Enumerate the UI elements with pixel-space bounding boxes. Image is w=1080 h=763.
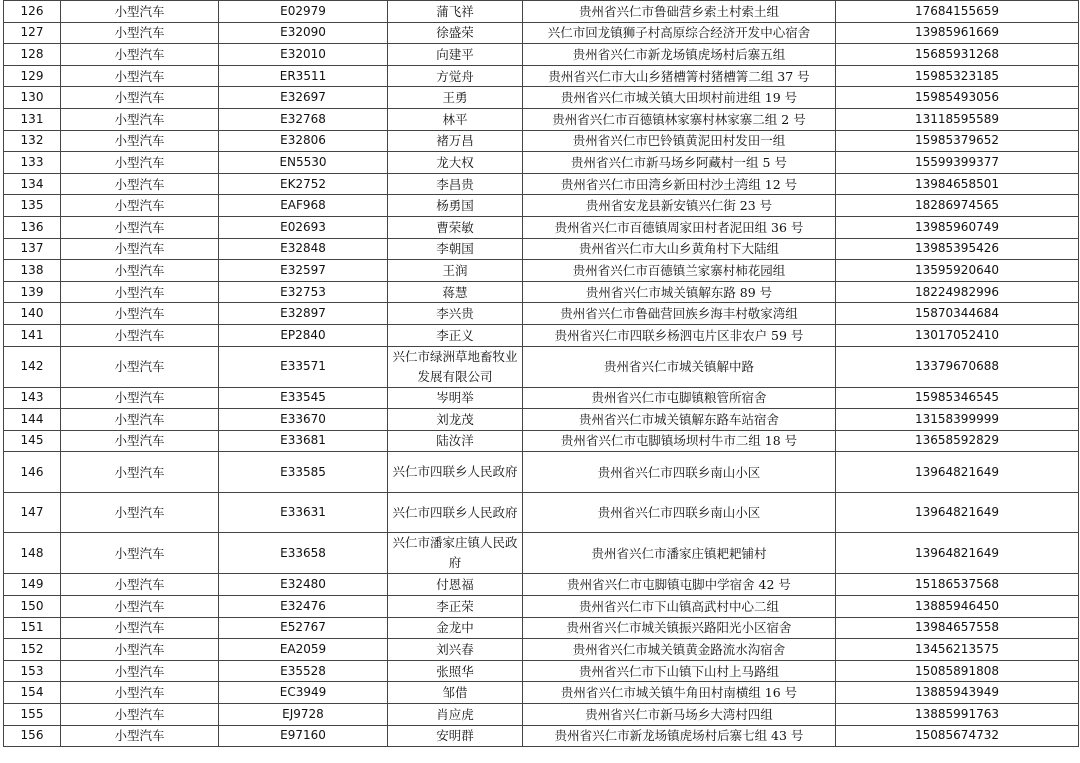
vehicle-type-cell: 小型汽车	[61, 704, 219, 726]
plate-number-cell: E32090	[219, 22, 388, 44]
table-row	[4, 303, 1079, 325]
vehicle-type-cell: 小型汽车	[61, 87, 219, 109]
phone-number-cell: 13964821649	[836, 533, 1079, 574]
phone-number-cell: 17684155659	[836, 1, 1079, 23]
owner-name-cell: 肖应虎	[388, 704, 523, 726]
plate-number-cell: E32768	[219, 108, 388, 130]
address-cell: 贵州省兴仁市四联乡杨泗屯片区非农户 59 号	[523, 324, 836, 346]
vehicle-type-cell: 小型汽车	[61, 452, 219, 493]
vehicle-table	[3, 0, 1079, 747]
owner-name-cell: 李昌贵	[388, 173, 523, 195]
row-number-cell: 135	[4, 195, 61, 217]
table-row	[4, 346, 1079, 387]
vehicle-type-cell: 小型汽车	[61, 639, 219, 661]
row-number-cell: 151	[4, 617, 61, 639]
address-cell: 贵州省兴仁市下山镇高武村中心二组	[523, 596, 836, 618]
owner-name-cell: 林平	[388, 108, 523, 130]
owner-name-cell: 兴仁市绿洲草地畜牧业发展有限公司	[388, 346, 523, 387]
phone-number-cell: 13658592829	[836, 430, 1079, 452]
phone-number-cell: 15599399377	[836, 152, 1079, 174]
address-cell: 贵州省兴仁市屯脚镇场坝村牛市二组 18 号	[523, 430, 836, 452]
vehicle-type-cell: 小型汽车	[61, 303, 219, 325]
owner-name-cell: 褚万昌	[388, 130, 523, 152]
plate-number-cell: E33631	[219, 492, 388, 533]
owner-name-cell: 金龙中	[388, 617, 523, 639]
phone-number-cell: 13964821649	[836, 492, 1079, 533]
phone-number-cell: 15985379652	[836, 130, 1079, 152]
address-cell: 贵州省兴仁市百德镇林家寨村林家寨二组 2 号	[523, 108, 836, 130]
phone-number-cell: 13158399999	[836, 409, 1079, 431]
row-number-cell: 156	[4, 725, 61, 747]
phone-number-cell: 13984657558	[836, 617, 1079, 639]
owner-name-cell: 蒋慧	[388, 281, 523, 303]
row-number-cell: 127	[4, 22, 61, 44]
owner-name-cell: 刘兴春	[388, 639, 523, 661]
owner-name-cell: 李正义	[388, 324, 523, 346]
vehicle-type-cell: 小型汽车	[61, 409, 219, 431]
plate-number-cell: EJ9728	[219, 704, 388, 726]
plate-number-cell: E33545	[219, 387, 388, 409]
table-row	[4, 574, 1079, 596]
vehicle-type-cell: 小型汽车	[61, 22, 219, 44]
phone-number-cell: 15985493056	[836, 87, 1079, 109]
address-cell: 贵州省兴仁市城关镇解东路车站宿舍	[523, 409, 836, 431]
address-cell: 贵州省兴仁市大山乡黄角村下大陆组	[523, 238, 836, 260]
owner-name-cell: 向建平	[388, 44, 523, 66]
phone-number-cell: 13885991763	[836, 704, 1079, 726]
vehicle-type-cell: 小型汽车	[61, 216, 219, 238]
vehicle-type-cell: 小型汽车	[61, 281, 219, 303]
vehicle-type-cell: 小型汽车	[61, 682, 219, 704]
address-cell: 贵州省安龙县新安镇兴仁街 23 号	[523, 195, 836, 217]
vehicle-type-cell: 小型汽车	[61, 173, 219, 195]
plate-number-cell: E32480	[219, 574, 388, 596]
phone-number-cell: 15985346545	[836, 387, 1079, 409]
phone-number-cell: 13885946450	[836, 596, 1079, 618]
table-row	[4, 682, 1079, 704]
plate-number-cell: E33681	[219, 430, 388, 452]
row-number-cell: 130	[4, 87, 61, 109]
table-row	[4, 216, 1079, 238]
address-cell: 贵州省兴仁市新龙场镇虎场村后寨七组 43 号	[523, 725, 836, 747]
address-cell: 贵州省兴仁市城关镇黄金路流水沟宿舍	[523, 639, 836, 661]
address-cell: 贵州省兴仁市四联乡南山小区	[523, 492, 836, 533]
plate-number-cell: EN5530	[219, 152, 388, 174]
phone-number-cell: 13456213575	[836, 639, 1079, 661]
plate-number-cell: E32753	[219, 281, 388, 303]
plate-number-cell: E33571	[219, 346, 388, 387]
table-row	[4, 1, 1079, 23]
row-number-cell: 136	[4, 216, 61, 238]
phone-number-cell: 18286974565	[836, 195, 1079, 217]
row-number-cell: 143	[4, 387, 61, 409]
table-row	[4, 44, 1079, 66]
row-number-cell: 152	[4, 639, 61, 661]
plate-number-cell: E02979	[219, 1, 388, 23]
table-row	[4, 430, 1079, 452]
row-number-cell: 137	[4, 238, 61, 260]
owner-name-cell: 兴仁市四联乡人民政府	[388, 452, 523, 493]
owner-name-cell: 张照华	[388, 660, 523, 682]
address-cell: 贵州省兴仁市田湾乡新田村沙土湾组 12 号	[523, 173, 836, 195]
vehicle-type-cell: 小型汽车	[61, 1, 219, 23]
owner-name-cell: 陆汝洋	[388, 430, 523, 452]
row-number-cell: 134	[4, 173, 61, 195]
owner-name-cell: 方觉舟	[388, 65, 523, 87]
vehicle-type-cell: 小型汽车	[61, 492, 219, 533]
table-row	[4, 22, 1079, 44]
address-cell: 贵州省兴仁市大山乡猪槽箐村猪槽箐二组 37 号	[523, 65, 836, 87]
vehicle-type-cell: 小型汽车	[61, 152, 219, 174]
row-number-cell: 129	[4, 65, 61, 87]
phone-number-cell: 13595920640	[836, 260, 1079, 282]
address-cell: 贵州省兴仁市屯脚镇粮管所宿舍	[523, 387, 836, 409]
table-row	[4, 152, 1079, 174]
table-row	[4, 87, 1079, 109]
plate-number-cell: E97160	[219, 725, 388, 747]
address-cell: 贵州省兴仁市城关镇牛角田村南横组 16 号	[523, 682, 836, 704]
plate-number-cell: E32597	[219, 260, 388, 282]
table-row	[4, 639, 1079, 661]
table-row	[4, 238, 1079, 260]
phone-number-cell: 13885943949	[836, 682, 1079, 704]
address-cell: 贵州省兴仁市四联乡南山小区	[523, 452, 836, 493]
plate-number-cell: E33585	[219, 452, 388, 493]
vehicle-type-cell: 小型汽车	[61, 596, 219, 618]
vehicle-type-cell: 小型汽车	[61, 533, 219, 574]
address-cell: 贵州省兴仁市城关镇解东路 89 号	[523, 281, 836, 303]
plate-number-cell: E32697	[219, 87, 388, 109]
vehicle-type-cell: 小型汽车	[61, 430, 219, 452]
table-row	[4, 409, 1079, 431]
vehicle-type-cell: 小型汽车	[61, 195, 219, 217]
vehicle-type-cell: 小型汽车	[61, 324, 219, 346]
plate-number-cell: EA2059	[219, 639, 388, 661]
table-row	[4, 173, 1079, 195]
owner-name-cell: 王勇	[388, 87, 523, 109]
vehicle-type-cell: 小型汽车	[61, 725, 219, 747]
owner-name-cell: 兴仁市四联乡人民政府	[388, 492, 523, 533]
table-row	[4, 387, 1079, 409]
owner-name-cell: 曹荣敏	[388, 216, 523, 238]
plate-number-cell: E32806	[219, 130, 388, 152]
phone-number-cell: 15186537568	[836, 574, 1079, 596]
address-cell: 兴仁市回龙镇狮子村高原综合经济开发中心宿舍	[523, 22, 836, 44]
address-cell: 贵州省兴仁市屯脚镇屯脚中学宿舍 42 号	[523, 574, 836, 596]
row-number-cell: 133	[4, 152, 61, 174]
plate-number-cell: ER3511	[219, 65, 388, 87]
row-number-cell: 146	[4, 452, 61, 493]
plate-number-cell: EC3949	[219, 682, 388, 704]
phone-number-cell: 13118595589	[836, 108, 1079, 130]
phone-number-cell: 13985960749	[836, 216, 1079, 238]
plate-number-cell: E52767	[219, 617, 388, 639]
owner-name-cell: 岑明举	[388, 387, 523, 409]
vehicle-type-cell: 小型汽车	[61, 260, 219, 282]
table-row	[4, 533, 1079, 574]
vehicle-table-container	[3, 0, 1078, 747]
plate-number-cell: E32010	[219, 44, 388, 66]
address-cell: 贵州省兴仁市鲁础营乡索土村索土组	[523, 1, 836, 23]
address-cell: 贵州省兴仁市潘家庄镇耙耙铺村	[523, 533, 836, 574]
table-row	[4, 725, 1079, 747]
address-cell: 贵州省兴仁市新马场乡大湾村四组	[523, 704, 836, 726]
owner-name-cell: 龙大权	[388, 152, 523, 174]
vehicle-type-cell: 小型汽车	[61, 574, 219, 596]
row-number-cell: 140	[4, 303, 61, 325]
phone-number-cell: 13964821649	[836, 452, 1079, 493]
row-number-cell: 154	[4, 682, 61, 704]
vehicle-type-cell: 小型汽车	[61, 238, 219, 260]
table-row	[4, 108, 1079, 130]
row-number-cell: 131	[4, 108, 61, 130]
plate-number-cell: E32476	[219, 596, 388, 618]
table-row	[4, 492, 1079, 533]
phone-number-cell: 15870344684	[836, 303, 1079, 325]
row-number-cell: 138	[4, 260, 61, 282]
plate-number-cell: E33658	[219, 533, 388, 574]
row-number-cell: 128	[4, 44, 61, 66]
owner-name-cell: 安明群	[388, 725, 523, 747]
owner-name-cell: 刘龙茂	[388, 409, 523, 431]
vehicle-type-cell: 小型汽车	[61, 617, 219, 639]
table-row	[4, 617, 1079, 639]
plate-number-cell: E32897	[219, 303, 388, 325]
owner-name-cell: 徐盛荣	[388, 22, 523, 44]
address-cell: 贵州省兴仁市新马场乡阿藏村一组 5 号	[523, 152, 836, 174]
address-cell: 贵州省兴仁市鲁础营回族乡海丰村敬家湾组	[523, 303, 836, 325]
plate-number-cell: EK2752	[219, 173, 388, 195]
row-number-cell: 142	[4, 346, 61, 387]
address-cell: 贵州省兴仁市巴铃镇黄泥田村发田一组	[523, 130, 836, 152]
vehicle-type-cell: 小型汽车	[61, 660, 219, 682]
row-number-cell: 153	[4, 660, 61, 682]
vehicle-type-cell: 小型汽车	[61, 108, 219, 130]
owner-name-cell: 李朝国	[388, 238, 523, 260]
row-number-cell: 144	[4, 409, 61, 431]
address-cell: 贵州省兴仁市城关镇大田坝村前进组 19 号	[523, 87, 836, 109]
phone-number-cell: 15085891808	[836, 660, 1079, 682]
plate-number-cell: EAF968	[219, 195, 388, 217]
vehicle-type-cell: 小型汽车	[61, 130, 219, 152]
row-number-cell: 126	[4, 1, 61, 23]
vehicle-type-cell: 小型汽车	[61, 44, 219, 66]
row-number-cell: 147	[4, 492, 61, 533]
plate-number-cell: E35528	[219, 660, 388, 682]
row-number-cell: 141	[4, 324, 61, 346]
phone-number-cell: 15685931268	[836, 44, 1079, 66]
owner-name-cell: 王润	[388, 260, 523, 282]
table-row	[4, 281, 1079, 303]
phone-number-cell: 18224982996	[836, 281, 1079, 303]
table-row	[4, 596, 1079, 618]
address-cell: 贵州省兴仁市百德镇周家田村者泥田组 36 号	[523, 216, 836, 238]
phone-number-cell: 13985961669	[836, 22, 1079, 44]
vehicle-type-cell: 小型汽车	[61, 65, 219, 87]
table-row	[4, 260, 1079, 282]
table-row	[4, 130, 1079, 152]
table-row	[4, 195, 1079, 217]
owner-name-cell: 兴仁市潘家庄镇人民政府	[388, 533, 523, 574]
address-cell: 贵州省兴仁市新龙场镇虎场村后寨五组	[523, 44, 836, 66]
owner-name-cell: 付恩福	[388, 574, 523, 596]
phone-number-cell: 15985323185	[836, 65, 1079, 87]
phone-number-cell: 13379670688	[836, 346, 1079, 387]
table-row	[4, 704, 1079, 726]
row-number-cell: 132	[4, 130, 61, 152]
table-row	[4, 324, 1079, 346]
phone-number-cell: 13984658501	[836, 173, 1079, 195]
owner-name-cell: 蒲飞祥	[388, 1, 523, 23]
plate-number-cell: E02693	[219, 216, 388, 238]
address-cell: 贵州省兴仁市下山镇下山村上马路组	[523, 660, 836, 682]
owner-name-cell: 李正荣	[388, 596, 523, 618]
row-number-cell: 145	[4, 430, 61, 452]
plate-number-cell: EP2840	[219, 324, 388, 346]
phone-number-cell: 15085674732	[836, 725, 1079, 747]
owner-name-cell: 杨勇国	[388, 195, 523, 217]
phone-number-cell: 13985395426	[836, 238, 1079, 260]
address-cell: 贵州省兴仁市城关镇振兴路阳光小区宿舍	[523, 617, 836, 639]
row-number-cell: 155	[4, 704, 61, 726]
owner-name-cell: 李兴贵	[388, 303, 523, 325]
row-number-cell: 139	[4, 281, 61, 303]
address-cell: 贵州省兴仁市百德镇兰家寨村柿花园组	[523, 260, 836, 282]
plate-number-cell: E32848	[219, 238, 388, 260]
row-number-cell: 148	[4, 533, 61, 574]
plate-number-cell: E33670	[219, 409, 388, 431]
table-body	[4, 1, 1079, 747]
row-number-cell: 149	[4, 574, 61, 596]
table-row	[4, 660, 1079, 682]
vehicle-type-cell: 小型汽车	[61, 346, 219, 387]
phone-number-cell: 13017052410	[836, 324, 1079, 346]
vehicle-type-cell: 小型汽车	[61, 387, 219, 409]
table-row	[4, 65, 1079, 87]
owner-name-cell: 邹借	[388, 682, 523, 704]
row-number-cell: 150	[4, 596, 61, 618]
address-cell: 贵州省兴仁市城关镇解中路	[523, 346, 836, 387]
table-row	[4, 452, 1079, 493]
